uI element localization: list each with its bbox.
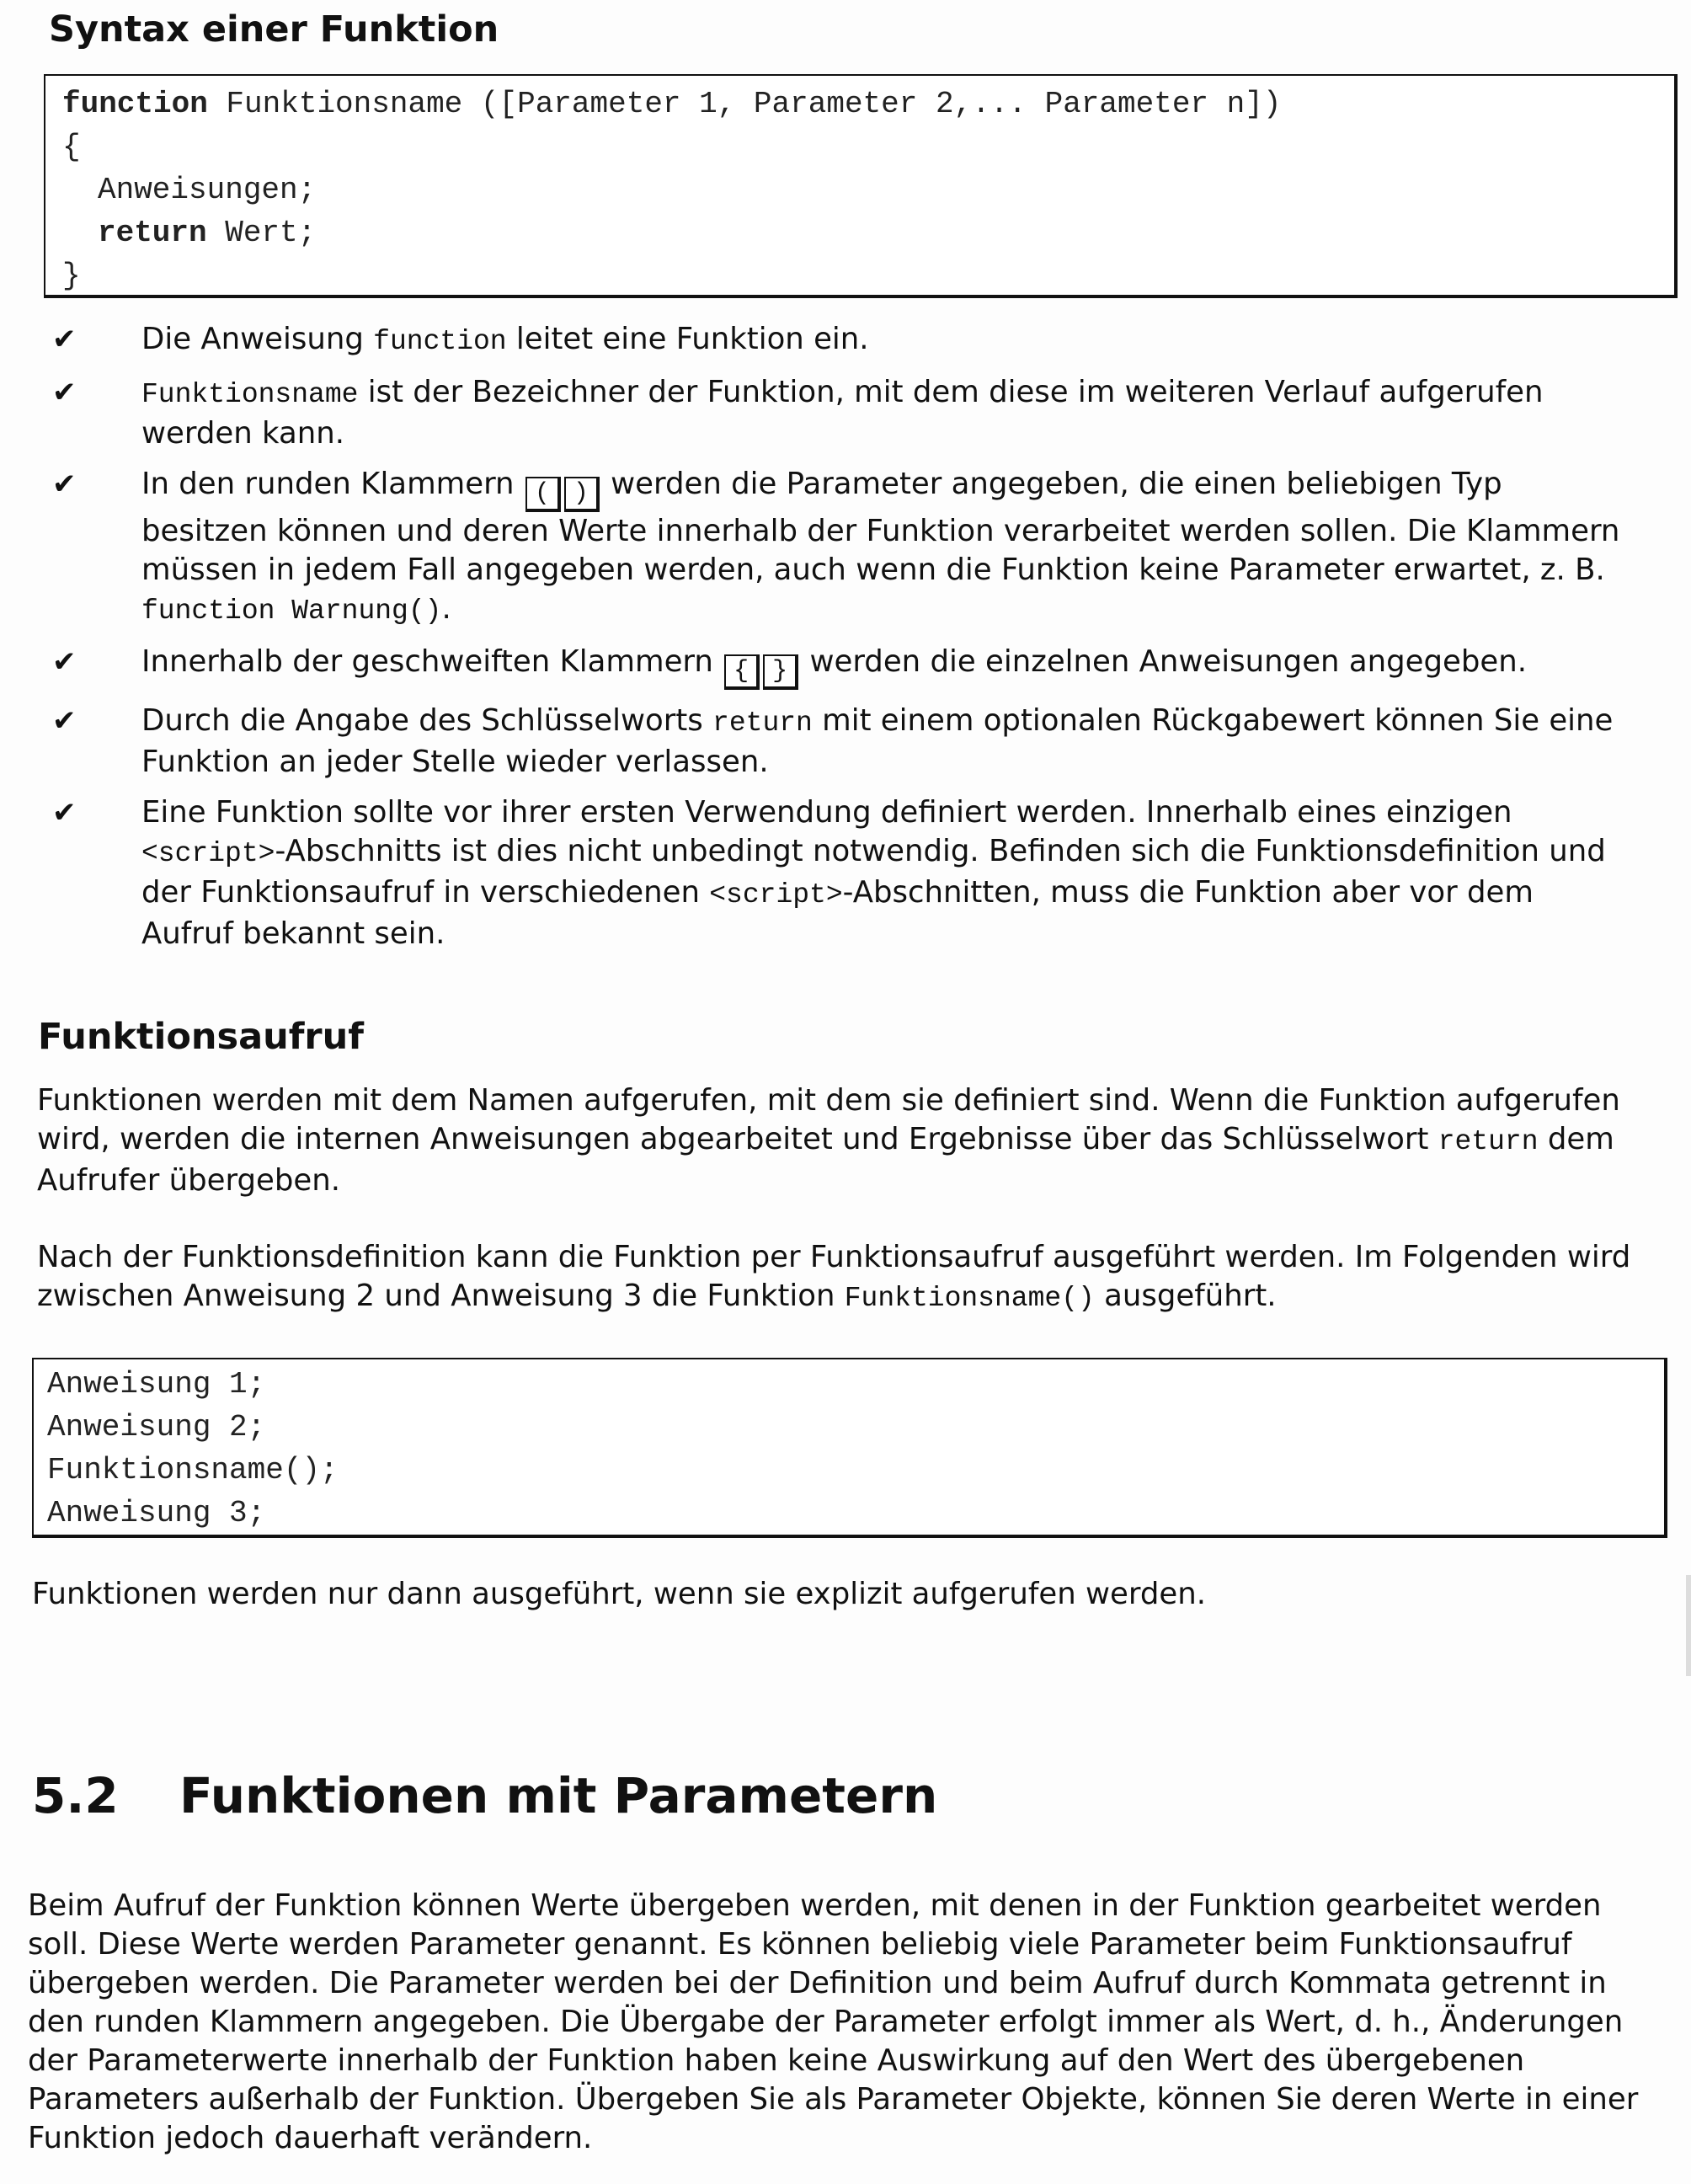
paragraph xyxy=(37,1081,1654,1200)
code-line: Funktionsname(); xyxy=(47,1453,339,1487)
code-keyword: return xyxy=(98,216,207,250)
funktionsaufruf-heading: Funktionsaufruf xyxy=(38,1016,364,1058)
check-icon: ✔ xyxy=(52,467,77,501)
inline-code: <script> xyxy=(709,879,843,910)
text: ausgeführt. xyxy=(1094,1279,1277,1313)
text: Eine Funktion sollte vor ihrer ersten Verwendung definiert werden. Innerhalb eines einzigen xyxy=(141,795,1512,830)
list-item xyxy=(51,793,1634,953)
paragraph: Funktionen werden nur dann ausgeführt, wenn sie explizit aufgerufen werden. xyxy=(32,1577,1206,1611)
code-keyword: function xyxy=(62,87,208,121)
inline-code: function Warnung() xyxy=(141,595,442,627)
key-open-brace: { xyxy=(724,654,760,690)
check-icon: ✔ xyxy=(52,645,77,679)
text: ist der Bezeichner der Funktion, mit dem diese im weiteren Verlauf aufgerufen werden kann. xyxy=(141,375,1544,451)
code-line: Anweisung 1; xyxy=(47,1367,266,1402)
inline-code: <script> xyxy=(141,838,275,869)
syntax-code-block xyxy=(44,74,1678,298)
text: leitet eine Funktion ein. xyxy=(506,322,869,356)
list-item xyxy=(51,702,1634,782)
check-icon: ✔ xyxy=(52,704,77,738)
text: -Abschnitten, muss die Funktion aber vor dem Aufruf bekannt sein. xyxy=(141,875,1534,951)
inline-code: return xyxy=(712,708,813,739)
text: werden die einzelnen Anweisungen angegeben. xyxy=(800,644,1527,679)
code-text: Funktionsname ([Parameter 1, Parameter 2,... Parameter n]) xyxy=(207,87,1282,121)
code-line: Anweisung 2; xyxy=(47,1410,266,1444)
key-close-paren: ) xyxy=(564,477,600,512)
chapter-number: 5.2 xyxy=(32,1767,119,1824)
inline-code: Funktionsname xyxy=(141,379,359,410)
text: -Abschnitts ist dies nicht unbedingt notwendig. Befinden sich die Funktionsdefinition und der Funktionsaufruf in verschiedenen xyxy=(141,834,1606,910)
page-edge-mark xyxy=(1686,1575,1691,1676)
code-line: Anweisung 3; xyxy=(47,1496,266,1530)
list-item xyxy=(51,643,1634,690)
paragraph xyxy=(37,1238,1654,1318)
code-line: Anweisungen; xyxy=(98,173,317,207)
chapter-title: Funktionen mit Parametern xyxy=(179,1767,938,1824)
code-line: } xyxy=(62,259,81,293)
call-code-block xyxy=(32,1358,1667,1538)
code-line: { xyxy=(62,130,81,164)
text: . xyxy=(441,591,451,626)
paragraph: Beim Aufruf der Funktion können Werte übergeben werden, mit denen in der Funktion gearbeitet werden soll. Diese Werte werden Parameter genannt. Es können beliebig viele Parameter beim Funktionsaufruf übergeben werden. Die Parameter werden bei der Definition und beim Aufruf durch Kommata getrennt in den runden Klammern angegeben. Die Übergabe der Parameter erfolgt immer als Wert, d. h., Änderungen der Parameterwerte innerhalb der Funktion haben keine Auswirkung auf den Wert des übergebenen Parameters außerhalb der Funktion. Übergeben Sie als Parameter Objekte, können Sie deren Werte in einer Funktion jedoch dauerhaft verändern. xyxy=(28,1888,1639,2155)
text: Durch die Angabe des Schlüsselworts xyxy=(141,703,713,738)
key-close-brace: } xyxy=(763,654,798,690)
text: Die Anweisung xyxy=(141,322,374,356)
code-line xyxy=(62,211,1657,254)
check-icon: ✔ xyxy=(52,323,77,356)
text: Nach der Funktionsdefinition kann die Funktion per Funktionsaufruf ausgeführt werden. Im Folgenden wird zwischen Anweisung 2 und Anweisung 3 die Funktion xyxy=(37,1240,1631,1313)
text: werden die Parameter angegeben, die einen beliebigen Typ besitzen können und deren Werte innerhalb der Funktion verarbeitet werden sollen. Die Klammern müssen in jedem Fall angegeben werden, auch wenn die Funktion keine Parameter erwartet, z. B. xyxy=(141,467,1620,587)
key-open-paren: ( xyxy=(525,477,561,512)
text: Funktionen werden mit dem Namen aufgerufen, mit dem sie definiert sind. Wenn die Funktion aufgerufen wird, werden die internen Anweisungen abgearbeitet und Ergebnisse über das Schlüsselwort xyxy=(37,1083,1620,1156)
inline-code: function xyxy=(373,326,507,357)
check-icon: ✔ xyxy=(52,796,77,830)
syntax-heading: Syntax einer Funktion xyxy=(49,8,499,51)
list-item xyxy=(51,373,1634,453)
text: dem Aufrufer übergeben. xyxy=(37,1122,1614,1198)
inline-code: return xyxy=(1438,1126,1539,1157)
syntax-notes-list xyxy=(51,320,1634,965)
text: mit einem optionalen Rückgabewert können Sie eine Funktion an jeder Stelle wieder verlassen. xyxy=(141,703,1614,779)
code-text: Wert; xyxy=(206,216,317,250)
list-item xyxy=(51,320,1634,361)
chapter-heading xyxy=(32,1767,937,1824)
check-icon: ✔ xyxy=(52,376,77,409)
inline-code: Funktionsname() xyxy=(844,1283,1095,1314)
code-line xyxy=(62,83,1657,125)
text: In den runden Klammern xyxy=(141,467,524,501)
text: Innerhalb der geschweiften Klammern xyxy=(141,644,723,679)
list-item xyxy=(51,465,1634,631)
